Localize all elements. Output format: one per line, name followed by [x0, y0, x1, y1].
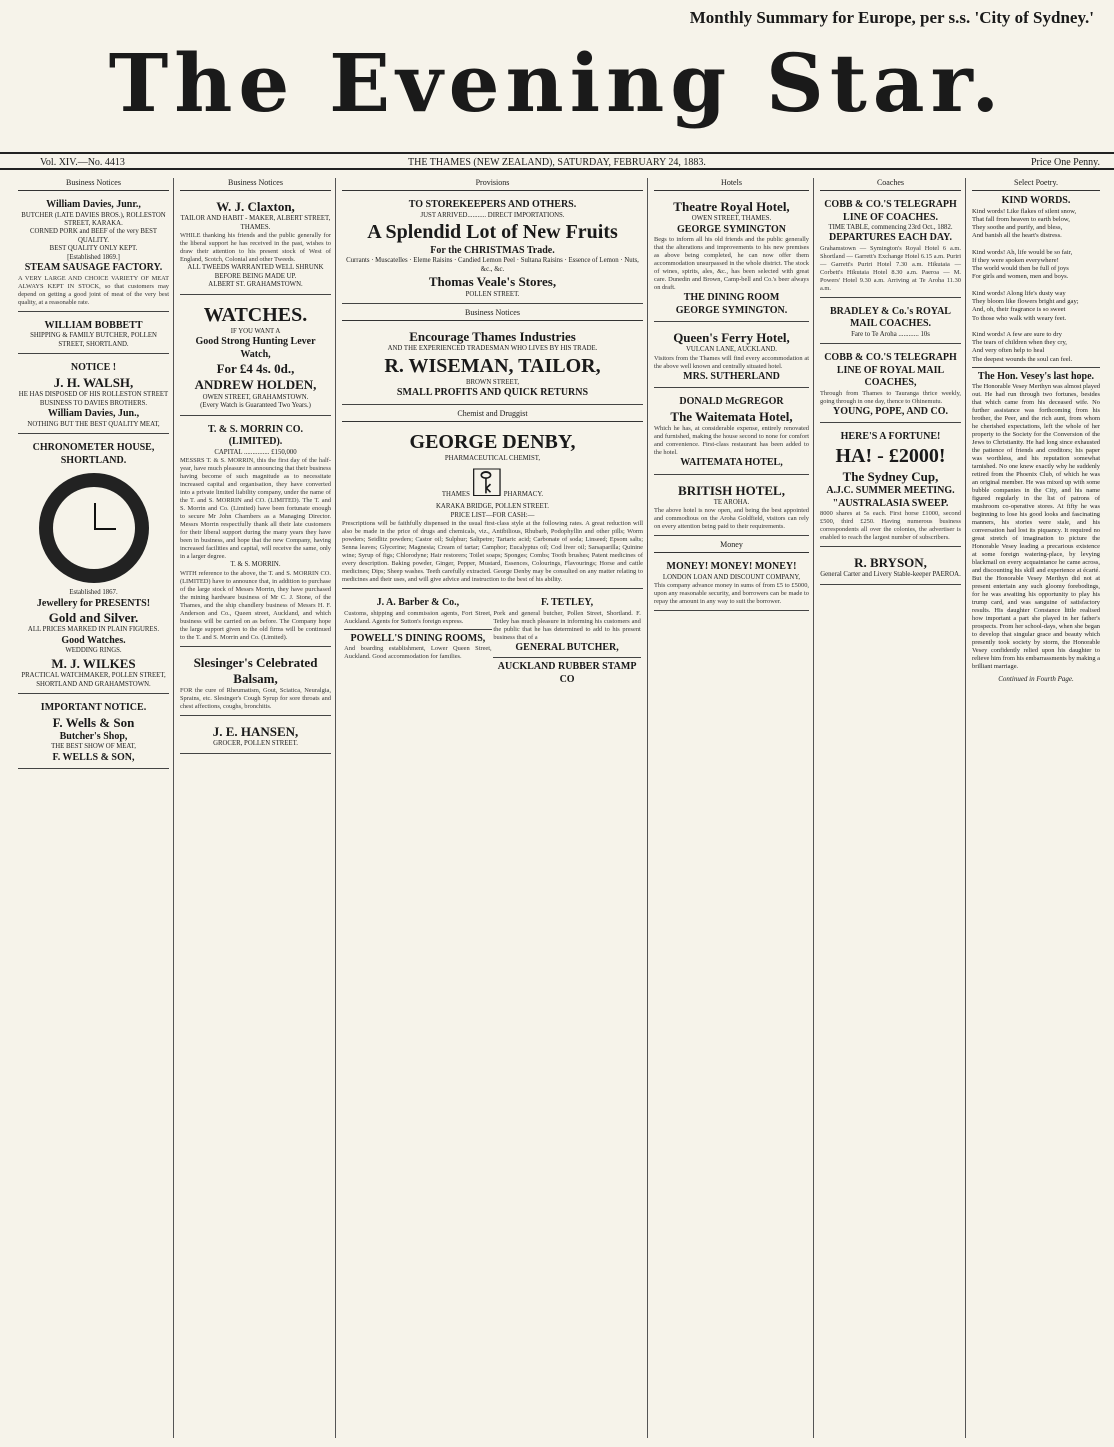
ad-hansen: J. E. HANSEN, GROCER, POLLEN STREET.	[180, 720, 331, 754]
story-title: The Hon. Vesey's last hope.	[977, 370, 1095, 382]
section-header: Select Poetry.	[972, 178, 1100, 191]
ad-veale: TO STOREKEEPERS AND OTHERS. JUST ARRIVED........... DIRECT IMPORTATIONS. A Splendid Lot of New Fruits For the CHRISTMAS Trade. Currants · Muscatelles · Eleme Raisins · Candied Lemon Peel · Sultana Raisins · Essence of Lemon · Nuts, &c., &c. Thomas Veale's Stores, POLLEN STREET.	[342, 195, 643, 304]
ad-slesinger: Slesinger's Celebrated Balsam, FOR the cure of Rheumatism, Gout, Sciatica, Neuralgia, Sprains, etc. Slesinger's Cough Syrup for sore throats and chest affections, coughs, bronchitis.	[180, 651, 331, 717]
ad-queens-ferry: Queen's Ferry Hotel, VULCAN LANE, AUCKLAND. Visitors from the Thames will find every accommodation at the above well known and centrally situated hotel. MRS. SUTHERLAND	[654, 326, 809, 388]
section-header: Hotels	[654, 178, 809, 191]
column-5	[816, 178, 966, 1438]
ad-bottom-row	[342, 593, 643, 690]
section-header: Provisions	[342, 178, 643, 191]
clock-icon	[39, 473, 149, 583]
key-icon: ⚿	[471, 460, 503, 506]
continued-note: Continued in Fourth Page.	[998, 675, 1074, 684]
column-4	[650, 178, 814, 1438]
ad-holden: WATCHES. IF YOU WANT A Good Strong Hunting Lever Watch, For £4 4s. 0d., ANDREW HOLDEN, OWEN STREET, GRAHAMSTOWN. (Every Watch is Guaranteed Two Years.)	[180, 299, 331, 416]
price: Price One Penny.	[1030, 157, 1100, 168]
column-3	[338, 178, 648, 1438]
ad-wells: IMPORTANT NOTICE. F. Wells & Son Butcher's Shop, THE BEST SHOW OF MEAT, F. WELLS & SON,	[18, 698, 169, 769]
column-6	[968, 178, 1104, 1438]
columns	[14, 178, 1104, 1438]
column-1	[14, 178, 174, 1438]
ad-sweep: HERE'S A FORTUNE! HA! - £2000! The Sydney Cup, A.J.C. SUMMER MEETING. "AUSTRALASIA SWEEP. 8000 shares at 5s each. First horse £1000, second £500, third £250. Having numerous business correspondents all over the colonies, the advertiser is enabled to reach the largest number of subscribers.	[820, 427, 961, 547]
ad-bobbett: WILLIAM BOBBETT SHIPPING & FAMILY BUTCHER, POLLEN STREET, SHORTLAND.	[18, 316, 169, 354]
section-header: Business Notices	[18, 178, 169, 191]
ad-theatre-royal: Theatre Royal Hotel, OWEN STREET, THAMES. GEORGE SYMINGTON Begs to inform all his old friends and the public generally that the alterations and improvements to his new premises as above being completed, he can now offer them accommodation unsurpassed in the whole district. The stock of wines, spirits, ales, &c., has been selected with great care. Dunedin and Brown, Camp-bell and Co.'s beer always on draft. THE DINING ROOM GEORGE SYMINGTON.	[654, 195, 809, 322]
ad-wiseman: Encourage Thames Industries AND THE EXPERIENCED TRADESMAN WHO LIVES BY HIS TRADE. R. WISEMAN, TAILOR, BROWN STREET, SMALL PROFITS AND QUICK RETURNS	[342, 325, 643, 405]
ad-denby: GEORGE DENBY, PHARMACEUTICAL CHEMIST, THAMES ⚿ PHARMACY. KARAKA BRIDGE, POLLEN STREET. PRICE LIST—FOR CASH:— Prescriptions will be faithfully dispensed in the usual first-class style at the following rates. A great reduction will also be made in the price of drugs and chemicals, viz., Antibilious, Rhubarb, Podophyllin and other pills; Worm powders; Seidlitz powders; Castor oil; Sulphur; Saltpetre; Tartaric acid; Carbonate of soda; Linseed; Epsom salts; Senna leaves; Glycerine; Magnesia; Cream of tartar; Camphor; Eucalyptus oil; Cod liver oil; Sarsaparilla; Quinine wine; Syrup of figs; Chlorodyne; Hair restorers; Toilet soaps; Sponges; Combs; Tooth brushes; Patent medicines of every description. Baking powder, Ginger, Pepper, Mustard, Essences, Colourings, Flavourings; Horse and cattle medicines; Dips; Sheep washes. Teeth carefully extracted. George Denby may be consulted on any matter relating to medicines and their uses, and will give advice and instruction to the best of his ability.	[342, 426, 643, 589]
ad-british-hotel: BRITISH HOTEL, TE AROHA. The above hotel is now open, and being the best appointed and commodious on the Aroha Goldfield, visitors can rely on every attention being paid to their requirements.	[654, 479, 809, 537]
ad-barber: J. A. Barber & Co., Customs, shipping and commission agents, Fort Street, Auckland. Agents for Sutton's foreign express. POWELL'S DINING ROOMS, And boarding establishment, Lower Queen Street, Auckland. Good accommodation for families.	[344, 597, 492, 661]
ad-claxton: W. J. Claxton, TAILOR AND HABIT - MAKER, ALBERT STREET, THAMES. WHILE thanking his friends and the public generally for the liberal support he has received in the past, wishes to draw their attention to his present stock of West of England, Scotch, Colonial and other Tweeds. ALL TWEEDS WARRANTED WELL SHRUNK BEFORE BEING MADE UP. ALBERT ST. GRAHAMSTOWN.	[180, 195, 331, 295]
poem-title: KIND WORDS.	[1001, 195, 1071, 206]
ad-morrin: T. & S. MORRIN CO. (LIMITED). CAPITAL ............... £150,000 MESSRS T. & S. MORRIN, this the first day of the half-year, have much pleasure in announcing that their business having become of such magnitude as to necessitate increased capital and organisation, they have converted into a private limited liability company, under the name of the T. and S. MORRIN and CO. (LIMITED). The T. and S. Morrin and Co. (Limited) have been fortunate enough to secure Mr John Chambers as a Managing Director. Messrs Morrin respectfully thank all their late customers for their liberal support during the many years they have been in business, and hope that the new Company, having increased facilities and capital, will receive the same, only in a larger degree. T. & S. MORRIN. WITH reference to the above, the T. and S. MORRIN CO. (LIMITED) have to announce that, in addition to purchase of the large stock of Messrs Morrin, they have purchased the mining hardware business of Mr C. J. Stone, of the Thames, and the ship chandlery business of Messrs H. F. Anderson and Co., Queen street, Auckland, and which business will be carried on as before. The Company hope the large support given to the old firms will be continued to the T. and S. Morrin and Co. (Limited).	[180, 420, 331, 647]
ad-davies: William Davies, Junr., BUTCHER (LATE DAVIES BROS.), ROLLESTON STREET, KARAKA. CORNED PORK and BEEF of the very BEST QUALITY. BEST QUALITY ONLY KEPT. [Established 1869.] STEAM SAUSAGE FACTORY. A VERY LARGE AND CHOICE VARIETY OF MEAT ALWAYS KEPT IN STOCK, so that customers may depend on getting a good joint of meat of the very best quality, at a reasonable rate.	[18, 195, 169, 312]
dateline-bar	[0, 152, 1114, 170]
dateline: THE THAMES (NEW ZEALAND), SATURDAY, FEBRUARY 24, 1883.	[408, 157, 706, 168]
section-header: Money	[654, 540, 809, 553]
ad-bryson: R. BRYSON, General Carter and Livery Stable-keeper PAEROA.	[820, 551, 961, 585]
story-body: The Honorable Vesey Merthyn was almost played out. He had run through two fortunes, besides that which came from his deceased wife. No further assistance was forthcoming from his brother, the Peer, and the rich aunt, from whom he cherished expectations, left the whole of her property to the Society for the Conversion of the Jews to Christianity. He had long since exhausted the patience of friends and creditors; his paper was worthless, and his reputation somewhat tarnished. No one knew exactly why he suddenly retired from the Phoenix Club, of which he was an original member. He was mixed up with some bubble companies in the City, and his name figured regularly in the list of patrons of mushroom co-operative stores. At fifty he was beginning to lose his good looks and fascinating manners, his stories were stale, and his conversation had lost its piquancy. It required no great stretch of imagination to picture the Honorable Vesey leading a precarious existence at some foreign watering-place, by levying blackmail on every acquaintance he came across, and discounting his skill and experience at écarté. But the Honorable Vesey Merthyn did not at present entertain any such gloomy forebodings, for he was awaiting his opportunity to play his trump card, and was sanguine of satisfactory results. His daughter Constance little realised how important a part she played in her father's prospects. From her school-days, when she began to develop that singular grace and beauty which presently took society by storm, the Honorable Vesey confidently relied upon his daughter to relieve him from his embarrassments by making a brilliant marriage.	[972, 383, 1100, 671]
section-header: Business Notices	[180, 178, 331, 191]
ad-tetley: F. TETLEY, Pork and general butcher, Pollen Street, Shortland. F. Tetley has much pleasure in informing his customers and the public that he has determined to add to his present business that of a GENERAL BUTCHER, AUCKLAND RUBBER STAMP CO	[493, 597, 641, 685]
poem-body: Kind words! Like flakes of silent snow, That fall from heaven to earth below, They soothe and purify, and bless, And banish all the heart's distress. Kind words! Ah, life would be so fair, If they were spoken everywhere! The world would then be full of joys For girls and women, men and boys. Kind words! Along life's dusty way They bloom like flowers bright and gay; And, oh, their fragrance is so sweet To those who walk with weary feet. Kind words! A few are sure to dry The tears of children when they cry, And very often help to heal The deepest wounds the soul can feel.	[972, 207, 1079, 363]
ad-wilkes: CHRONOMETER HOUSE, SHORTLAND. Established 1867. Jewellery for PRESENTS! Gold and Silver. ALL PRICES MARKED IN PLAIN FIGURES. Good Watches. WEDDING RINGS. M. J. WILKES PRACTICAL WATCHMAKER, POLLEN STREET, SHORTLAND AND GRAHAMSTOWN.	[18, 438, 169, 694]
ad-waitemata: DONALD McGREGOR The Waitemata Hotel, Which he has, at considerable expense, entirely renovated and furnished, making the house second to none for comfort and convenience. First-class restaurant has been added to the hotel. WAITEMATA HOTEL,	[654, 392, 809, 474]
ad-cobb-mail: COBB & CO.'S TELEGRAPH LINE OF ROYAL MAIL COACHES, Through from Thames to Tauranga thrice weekly, going through in one day, thence to Ohinemutu. YOUNG, POPE, AND CO.	[820, 348, 961, 423]
ad-notice: NOTICE ! J. H. WALSH, HE HAS DISPOSED OF HIS ROLLESTON STREET BUSINESS TO DAVIES BROTHERS. William Davies, Jun., NOTHING BUT THE BEST QUALITY MEAT,	[18, 358, 169, 434]
ad-bradley: BRADLEY & Co.'s ROYAL MAIL COACHES. Fare to Te Aroha ............ 10s	[820, 302, 961, 344]
column-2	[176, 178, 336, 1438]
ad-money: MONEY! MONEY! MONEY! LONDON LOAN AND DISCOUNT COMPANY, This company advance money in sums of from £5 to £5000, upon any reasonable security, and borrowers can be made to repay the amount in any way to suit the borrower.	[654, 557, 809, 611]
ad-cobb: COBB & CO.'S TELEGRAPH LINE OF COACHES. TIME TABLE, commencing 23rd Oct., 1882. DEPARTURES EACH DAY. Grahamstown — Symington's Royal Hotel 6 a.m. Shortland — Garrett's Exchange Hotel 6.15 a.m. Puriri — Garrett's Puriri Hotel 7.30 a.m. Hikutaia — Corbett's Hikutaia Hotel 8.30 a.m. Paeroa — M. Powers' Hotel 9.30 a.m. Arriving at Te Aroha 11.30 a.m.	[820, 195, 961, 298]
section-header: Coaches	[820, 178, 961, 191]
summary-line: Monthly Summary for Europe, per s.s. 'City of Sydney.'	[689, 8, 1094, 27]
masthead-title: The Evening Star.	[108, 36, 1006, 130]
section-header: Business Notices	[342, 308, 643, 321]
volume-number: Vol. XIV.—No. 4413	[40, 157, 125, 168]
section-header: Chemist and Druggist	[342, 409, 643, 422]
